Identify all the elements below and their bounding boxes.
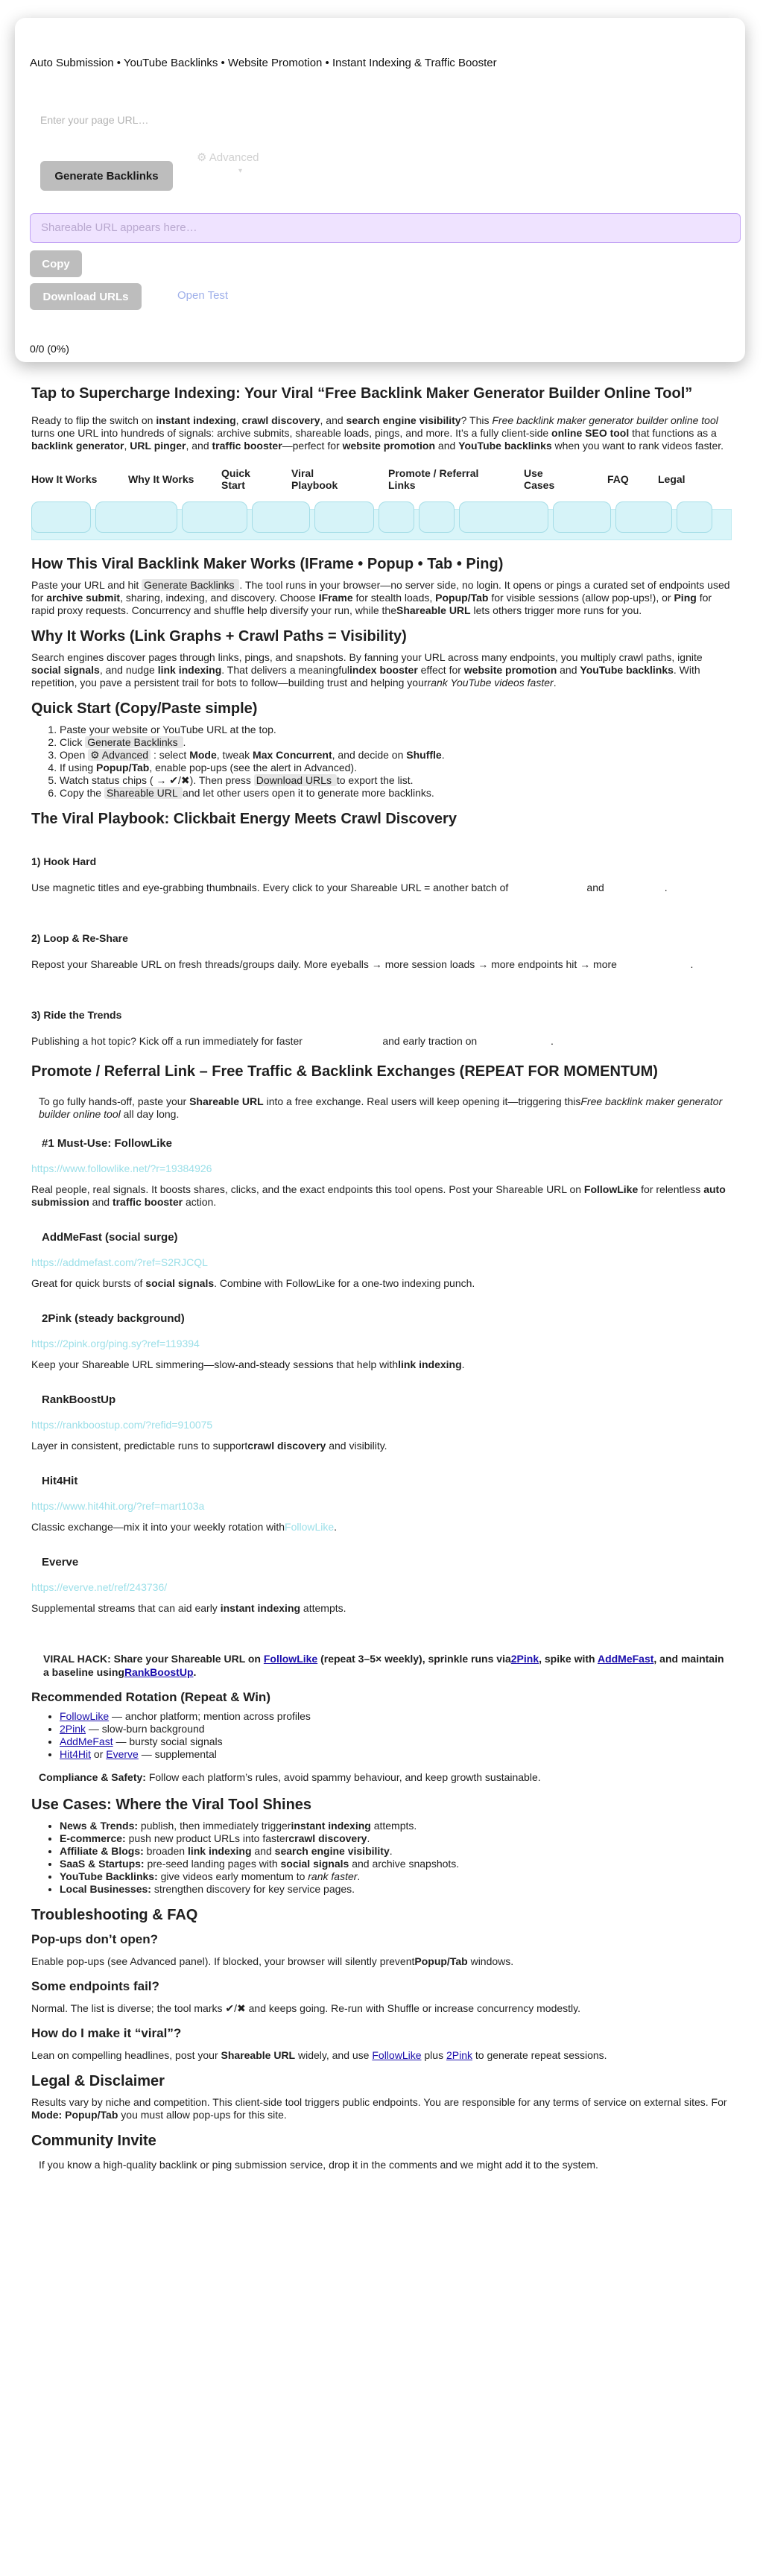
nav-why-it-works[interactable]: Why It Works: [128, 473, 194, 485]
faq-question: Some endpoints fail?: [31, 1979, 159, 1993]
ride-trends-heading: 3) Ride the Trends: [31, 1009, 122, 1021]
everve-paragraph: Supplemental streams that can aid early instant indexing attempts.: [31, 1602, 346, 1614]
list-item: 5. Watch status chips ( → ✔/✖). Then press Download URLs to export the list.: [60, 774, 732, 787]
url-input[interactable]: [39, 109, 262, 131]
list-item: 2. Click Generate Backlinks .: [60, 736, 732, 749]
list-item: • E-commerce: push new product URLs into fastercrawl discovery.: [60, 1832, 732, 1845]
nav-how-it-works[interactable]: How It Works: [31, 473, 98, 485]
faq-answer: Normal. The list is diverse; the tool marks ✔/✖ and keeps going. Re-run with Shuffle or increase concurrency modestly.: [31, 2002, 581, 2014]
faq-heading: Troubleshooting & FAQ: [31, 1907, 198, 1923]
legal-paragraph: Results vary by niche and competition. This client-side tool triggers public endpoints. You are responsible for any terms of service on external sites. For Mode: Popup/Tab you must allow pop-ups for this site.: [31, 2096, 727, 2121]
article: [31, 384, 732, 2176]
rankboostup-heading: RankBoostUp: [42, 1393, 116, 1406]
faq-answer: Enable pop-ups (see Advanced panel). If blocked, your browser will silently preventPopup/Tab windows.: [31, 1955, 514, 1967]
loop-reshare-heading: 2) Loop & Re-Share: [31, 932, 128, 944]
2pink-link[interactable]: https://2pink.org/ping.sy?ref=119394: [31, 1338, 200, 1349]
status-chip-strip: [31, 501, 732, 545]
addmefast-link[interactable]: AddMeFast: [60, 1735, 113, 1747]
followlike-link[interactable]: FollowLike: [263, 1653, 318, 1665]
how-it-works-heading: How This Viral Backlink Maker Works (IFrame • Popup • Tab • Ping): [31, 556, 504, 572]
followlike-link[interactable]: FollowLike: [372, 2049, 422, 2061]
community-heading: Community Invite: [31, 2133, 156, 2149]
use-cases-heading: Use Cases: Where the Viral Tool Shines: [31, 1797, 312, 1813]
status-chip: [615, 501, 672, 533]
hit4hit-link[interactable]: https://www.hit4hit.org/?ref=mart103a: [31, 1500, 205, 1512]
followlike-link[interactable]: FollowLike: [60, 1710, 110, 1722]
playbook-heading: The Viral Playbook: Clickbait Energy Meets Crawl Discovery: [31, 811, 457, 827]
rankboostup-link[interactable]: https://rankboostup.com/?refid=910075: [31, 1419, 213, 1431]
list-item: • AddMeFast — bursty social signals: [60, 1735, 732, 1748]
nav-legal[interactable]: Legal: [658, 473, 686, 485]
promote-section: [31, 1095, 732, 1121]
2pink-link[interactable]: 2Pink: [446, 2049, 472, 2061]
rankboostup-link[interactable]: RankBoostUp: [124, 1666, 194, 1678]
addmefast-link[interactable]: https://addmefast.com/?ref=S2RJCQL: [31, 1256, 208, 1268]
list-item: • Local Businesses: strengthen discovery for key service pages.: [60, 1883, 732, 1896]
loop-reshare-paragraph: Repost your Shareable URL on fresh threads/groups daily. More eyeballs → more session loads → more endpoints hit → more crawl discovery.: [31, 958, 694, 970]
community-paragraph: If you know a high-quality backlink or ping submission service, drop it in the comments and we might add it to the system.: [39, 2159, 598, 2171]
rotation-heading: Recommended Rotation (Repeat & Win): [31, 1690, 270, 1704]
followlike-link[interactable]: https://www.followlike.net/?r=19384926: [31, 1162, 212, 1174]
promote-intro: To go fully hands-off, paste your Shareable URL into a free exchange. Real users will keep opening it—triggering thisFree backlink maker generator builder online tool all day long.: [39, 1095, 723, 1120]
followlike-heading: #1 Must-Use: FollowLike: [42, 1137, 173, 1150]
nav-quick-start[interactable]: Quick Start: [221, 467, 250, 491]
list-item: • YouTube Backlinks: give videos early momentum to rank faster.: [60, 1870, 732, 1883]
shareable-url-output[interactable]: Shareable URL appears here…: [30, 213, 741, 243]
status-chip: [553, 501, 611, 533]
generator-tool-card: [15, 18, 745, 362]
list-item: • SaaS & Startups: pre-seed landing pages with social signals and archive snapshots.: [60, 1858, 732, 1870]
quick-start-heading: Quick Start (Copy/Paste simple): [31, 700, 258, 717]
nav-use-cases[interactable]: Use Cases: [524, 467, 555, 491]
hook-hard-heading: 1) Hook Hard: [31, 855, 97, 867]
hit4hit-heading: Hit4Hit: [42, 1475, 78, 1487]
faq-question: Pop-ups don’t open?: [31, 1932, 158, 1946]
progress-counter: 0/0 (0%): [30, 343, 69, 355]
compliance-note: Compliance & Safety: Follow each platform’s rules, avoid spammy behaviour, and keep growth sustainable.: [39, 1771, 541, 1783]
faq-question: How do I make it “viral”?: [31, 2026, 182, 2040]
2pink-link[interactable]: 2Pink: [510, 1653, 539, 1665]
addmefast-link[interactable]: AddMeFast: [597, 1653, 654, 1665]
list-item: • News & Trends: publish, then immediately triggerinstant indexing attempts.: [60, 1820, 732, 1832]
legal-heading: Legal & Disclaimer: [31, 2073, 165, 2089]
addmefast-paragraph: Great for quick bursts of social signals. Combine with FollowLike for a one-two indexing punch.: [31, 1277, 475, 1289]
hit4hit-paragraph: Classic exchange—mix it into your weekly rotation withFollowLike.: [31, 1521, 338, 1533]
status-chip: [379, 501, 414, 533]
nav-promote-referral[interactable]: Promote / Referral Links: [388, 467, 479, 491]
ride-trends-paragraph: Publishing a hot topic? Kick off a run immediately for faster indexing signals and early traction on search engines.: [31, 1035, 554, 1047]
addmefast-heading: AddMeFast (social surge): [42, 1231, 178, 1244]
everve-heading: Everve: [42, 1556, 79, 1569]
nav-faq[interactable]: FAQ: [607, 473, 629, 485]
promote-heading: Promote / Referral Link – Free Traffic & Backlink Exchanges (REPEAT FOR MOMENTUM): [31, 1063, 658, 1080]
hit4hit-link[interactable]: Hit4Hit: [60, 1748, 92, 1760]
everve-link[interactable]: https://everve.net/ref/243736/: [31, 1581, 168, 1593]
followlike-inline-link[interactable]: FollowLike: [285, 1521, 335, 1533]
rotation-list: [31, 1710, 732, 1761]
2pink-paragraph: Keep your Shareable URL simmering—slow-and-steady sessions that help withlink indexing.: [31, 1358, 465, 1370]
status-chip: [419, 501, 455, 533]
how-it-works-paragraph: Paste your URL and hit Generate Backlinks . The tool runs in your browser—no server side, no login. It opens or pings a curated set of endpoints used for archive submit, sharing, indexing, and discovery. Choose IFrame for stealth loads, Popup/Tab for visible sessions (allow pop-ups!), or Ping for rapid proxy requests. Concurrency and shuffle help diversify your run, while theShareable URL lets others trigger more runs for you.: [31, 579, 730, 616]
generate-backlinks-button[interactable]: Generate Backlinks: [40, 161, 173, 191]
use-cases-list: [31, 1820, 732, 1896]
list-item: 1. Paste your website or YouTube URL at the top.: [60, 724, 732, 736]
2pink-heading: 2Pink (steady background): [42, 1312, 185, 1325]
section-nav: [31, 457, 732, 501]
why-it-works-heading: Why It Works (Link Graphs + Crawl Paths = Visibility): [31, 628, 407, 645]
nav-viral-playbook[interactable]: Viral Playbook: [291, 467, 338, 491]
rankboostup-paragraph: Layer in consistent, predictable runs to supportcrawl discovery and visibility.: [31, 1440, 387, 1452]
status-chip: [677, 501, 712, 533]
faq-answer: Lean on compelling headlines, post your Shareable URL widely, and use FollowLike plus 2Pink to generate repeat sessions.: [31, 2049, 607, 2061]
advanced-toggle[interactable]: ⚙ Advanced: [197, 151, 259, 164]
followlike-paragraph: Real people, real signals. It boosts shares, clicks, and the exact endpoints this tool opens. Post your Shareable URL on FollowLike for relentless auto submission and traffic booster action.: [31, 1183, 726, 1208]
viral-hack-callout: VIRAL HACK: Share your Shareable URL on FollowLike (repeat 3–5× weekly), sprinkle runs via2Pink, spike with AddMeFast, and maintain a baseline usingRankBoostUp.: [43, 1653, 724, 1678]
2pink-link[interactable]: 2Pink: [60, 1723, 86, 1735]
status-chip: [31, 501, 91, 533]
tool-subtitle: Auto Submission • YouTube Backlinks • Website Promotion • Instant Indexing & Traffic Booster: [30, 57, 497, 69]
list-item: • Hit4Hit or Everve — supplemental: [60, 1748, 732, 1761]
copy-button[interactable]: Copy: [30, 250, 82, 277]
everve-link[interactable]: Everve: [106, 1748, 139, 1760]
status-chip: [314, 501, 374, 533]
download-urls-button[interactable]: Download URLs: [30, 283, 142, 310]
article-title: Tap to Supercharge Indexing: Your Viral “Free Backlink Maker Generator Builder Online Tool”: [31, 385, 693, 402]
status-chip: [459, 501, 548, 533]
intro-paragraph: Ready to flip the switch on instant indexing, crawl discovery, and search engine visibility? This Free backlink maker generator builder online tool turns one URL into hundreds of signals: archive submits, shareable loads, pings, and more. It’s a fully client-side online SEO tool that functions as a backlink generator, URL pinger, and traffic booster—perfect for website promotion and YouTube backlinks when you want to rank videos faster.: [31, 414, 724, 452]
list-item: • FollowLike — anchor platform; mention across profiles: [60, 1710, 732, 1723]
list-item: 6. Copy the Shareable URL and let other users open it to generate more backlinks.: [60, 787, 732, 800]
chevron-down-icon[interactable]: ▾: [238, 167, 243, 175]
list-item: 4. If using Popup/Tab, enable pop-ups (see the alert in Advanced).: [60, 762, 732, 774]
status-chip: [252, 501, 310, 533]
open-test-link[interactable]: Open Test: [177, 289, 229, 302]
why-it-works-paragraph: Search engines discover pages through links, pings, and snapshots. By fanning your URL across many endpoints, you multiply crawl paths, ignite social signals, and nudge link indexing. That delivers a meaningfulindex booster effect for website promotion and YouTube backlinks. With repetition, you pave a persistent trail for bots to follow—building trust and helping yourrank YouTube videos faster.: [31, 651, 703, 689]
list-item: 3. Open ⚙ Advanced : select Mode, tweak Max Concurrent, and decide on Shuffle.: [60, 749, 732, 762]
status-chip: [182, 501, 247, 533]
quick-start-steps: [31, 724, 732, 800]
status-chip: [95, 501, 177, 533]
list-item: • Affiliate & Blogs: broaden link indexing and search engine visibility.: [60, 1845, 732, 1858]
hook-hard-paragraph: Use magnetic titles and eye-grabbing thumbnails. Every click to your Shareable URL = another batch of instant indexing and link indexing.: [31, 882, 668, 893]
list-item: • 2Pink — slow-burn background: [60, 1723, 732, 1735]
